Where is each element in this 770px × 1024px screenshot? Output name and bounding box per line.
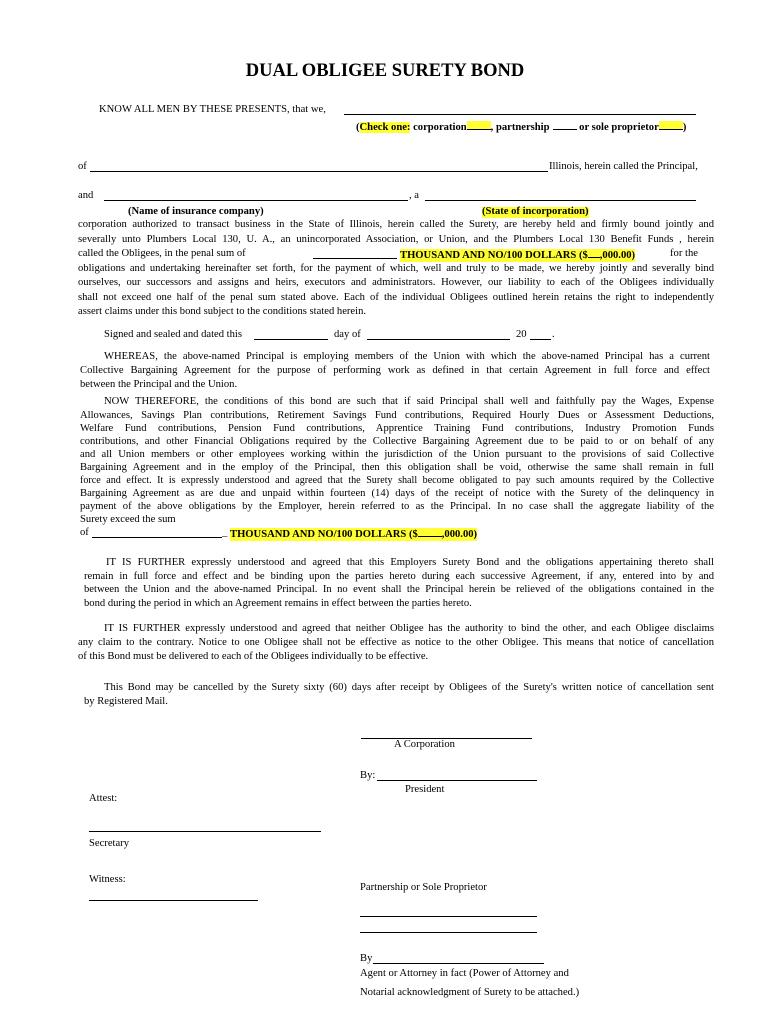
- cancel-line2: by Registered Mail.: [84, 696, 168, 707]
- agent-label: Agent or Attorney in fact (Power of Attorney and: [360, 968, 569, 979]
- para1-line3a: called the Obligees, in the penal sum of: [78, 248, 246, 259]
- agent-signature-field[interactable]: [373, 963, 544, 964]
- amount-1-field[interactable]: [588, 249, 600, 258]
- by2-label: By: [360, 953, 373, 964]
- sole-proprietor-checkbox[interactable]: [659, 121, 683, 130]
- aggregate-underscore: _: [222, 527, 228, 538]
- signed-day-field[interactable]: [254, 339, 328, 340]
- further2-line1: IT IS FURTHER expressly understood and agreed that neither Obligee has the authority to bind the other, and each Obligee disclaims: [104, 623, 714, 634]
- by-label: By:: [360, 770, 376, 781]
- para1-line7: assert claims under this bond subject to the conditions stated herein.: [78, 306, 367, 317]
- further1-line2: remain in full force and effect and be binding upon the parties hereto during each successive Agreement, if any, entered into by and: [84, 571, 714, 582]
- thousand-dollars-2: THOUSAND AND NO/100 DOLLARS ($ ,000.00): [230, 529, 478, 540]
- corporation-checkbox[interactable]: [467, 121, 491, 130]
- secretary-label: Secretary: [89, 838, 129, 849]
- day-of-text: day of: [334, 329, 361, 340]
- signed-month-field[interactable]: [367, 339, 510, 340]
- illinois-principal-text: Illinois, herein called the Principal,: [549, 161, 698, 172]
- know-lead: KNOW ALL MEN BY THESE PRESENTS, that we,: [99, 104, 326, 115]
- year-prefix: 20: [516, 329, 527, 340]
- para1-line6: shall not exceed one half of the penal sum stated above. Each of the individual Obligees outlined herein retains the right to independently: [78, 292, 714, 303]
- signed-period: .: [552, 329, 555, 340]
- now-line6: Bargaining Agreement and in the employ of the Principal, then this obligation shall be void, otherwise the same shall remain in full: [80, 462, 714, 473]
- signed-year-field[interactable]: [530, 339, 551, 340]
- president-signature-field[interactable]: [377, 780, 537, 781]
- now-line9: payment of the above obligations by the Employer, herein referred to as the Principal. In no case shall the aggregate liability of the: [80, 501, 714, 512]
- partnership-label: Partnership or Sole Proprietor: [360, 882, 487, 893]
- now-line11-of: of: [80, 527, 89, 538]
- now-line3: Welfare Fund contributions, Pension Fund contributions, Apprentice Training Fund contributions, Industry Promotion Funds: [80, 423, 714, 434]
- entity-type-check: (Check one: corporation , partnership or sole proprietor ): [356, 122, 687, 133]
- para1-line1: corporation authorized to transact business in the State of Illinois, herein called the Surety, are hereby held and firmly bound jointly and: [78, 219, 714, 230]
- aggregate-sum-field[interactable]: [92, 537, 222, 538]
- of-label: of: [78, 161, 87, 172]
- now-line7: force and effect. It is expressly understood and agreed that the Surety shall become obligated to pay such amounts required by the Collective: [80, 475, 714, 486]
- attest-signature-field[interactable]: [89, 831, 321, 832]
- principal-name-field[interactable]: [344, 114, 696, 115]
- insurance-company-field[interactable]: [104, 200, 408, 201]
- comma-a-text: , a: [409, 190, 419, 201]
- now-line8: Bargaining Agreement as are due and unpaid within fourteen (14) days of the receipt of notice with the Surety of the delinquency in: [80, 488, 714, 499]
- now-line1: NOW THEREFORE, the conditions of this bond are such that if said Principal shall well and faithfully pay the Wages, Expense: [104, 396, 714, 407]
- president-label: President: [405, 784, 445, 795]
- para1-line5: ourselves, our successors and assigns and heirs, executors and administrators. However, our liability to each of the Obligees individually: [78, 277, 714, 288]
- check-one-label: Check one:: [359, 122, 411, 133]
- now-line4: contributions, and other Financial Obligations required by the Collective Bargaining Agreement due to be paid to or on behalf of any: [80, 436, 714, 447]
- state-of-incorporation-label: (State of incorporation): [482, 206, 589, 217]
- attest-label: Attest:: [89, 793, 118, 804]
- witness-label: Witness:: [89, 874, 126, 885]
- thousand-dollars-1: THOUSAND AND NO/100 DOLLARS ($ ,000.00): [400, 250, 636, 261]
- penal-sum-field[interactable]: [313, 258, 397, 259]
- further1-line1: IT IS FURTHER expressly understood and agreed that this Employers Surety Bond and the obligations appertaining thereto shall: [106, 557, 714, 568]
- further1-line3: between the Union and the above-named Principal. In no event shall the Principal herein be relieved of the obligations contained in the: [84, 584, 714, 595]
- further1-line4: bond during the period in which an Agreement remains in effect between the parties hereto.: [84, 598, 472, 609]
- whereas-line3: between the Principal and the Union.: [80, 379, 238, 390]
- para1-line2: severally unto Plumbers Local 130, U. A., an unincorporated Association, or Union, and the Plumbers Local 130 Benefit Funds , herein: [78, 234, 714, 245]
- now-line10: Surety exceed the sum: [80, 514, 176, 525]
- whereas-line2: Collective Bargaining Agreement for the purpose of performing work as defined in that certain Agreement in full force and effect: [80, 365, 710, 376]
- state-of-incorporation-field[interactable]: [425, 200, 696, 201]
- signed-text: Signed and sealed and dated this: [104, 329, 242, 340]
- now-line2: Allowances, Savings Plan contributions, Retirement Savings Fund contributions, Required Hourly Dues or Assessment Deductions,: [80, 410, 714, 421]
- further2-line3: of this Bond must be delivered to each of the Obligees individually to be effective.: [78, 651, 429, 662]
- insurance-company-label: (Name of insurance company): [128, 206, 264, 217]
- now-line5: and all Union members or other employees working within the jurisdiction of the Union pursuant to the provisions of said Collective: [80, 449, 714, 460]
- and-label: and: [78, 190, 94, 201]
- further2-line2: any claim to the contrary. Notice to one Obligee shall not be effective as notice to the other Obligee. This means that notice of cancellation: [78, 637, 714, 648]
- principal-address-field[interactable]: [90, 171, 548, 172]
- para1-line3b: for the: [670, 248, 698, 259]
- whereas-line1: WHEREAS, the above-named Principal is employing members of the Union with which the above-named Principal has a current: [104, 351, 710, 362]
- corporation-label: A Corporation: [394, 739, 455, 750]
- para1-line4: obligations and undertaking hereinafter set forth, for the payment of which, well and truly to be made, we hereby jointly and severally bind: [78, 263, 714, 274]
- partnership-checkbox[interactable]: [553, 121, 577, 130]
- notarial-label: Notarial acknowledgment of Surety to be attached.): [360, 987, 580, 998]
- cancel-line1: This Bond may be cancelled by the Surety sixty (60) days after receipt by Obligees of the Surety's written notice of cancellation sent: [104, 682, 714, 693]
- amount-2-field[interactable]: [418, 528, 442, 537]
- partnership-signature-field-2[interactable]: [360, 932, 537, 933]
- document-title: DUAL OBLIGEE SURETY BOND: [245, 61, 525, 81]
- witness-signature-field[interactable]: [89, 900, 258, 901]
- partnership-signature-field-1[interactable]: [360, 916, 537, 917]
